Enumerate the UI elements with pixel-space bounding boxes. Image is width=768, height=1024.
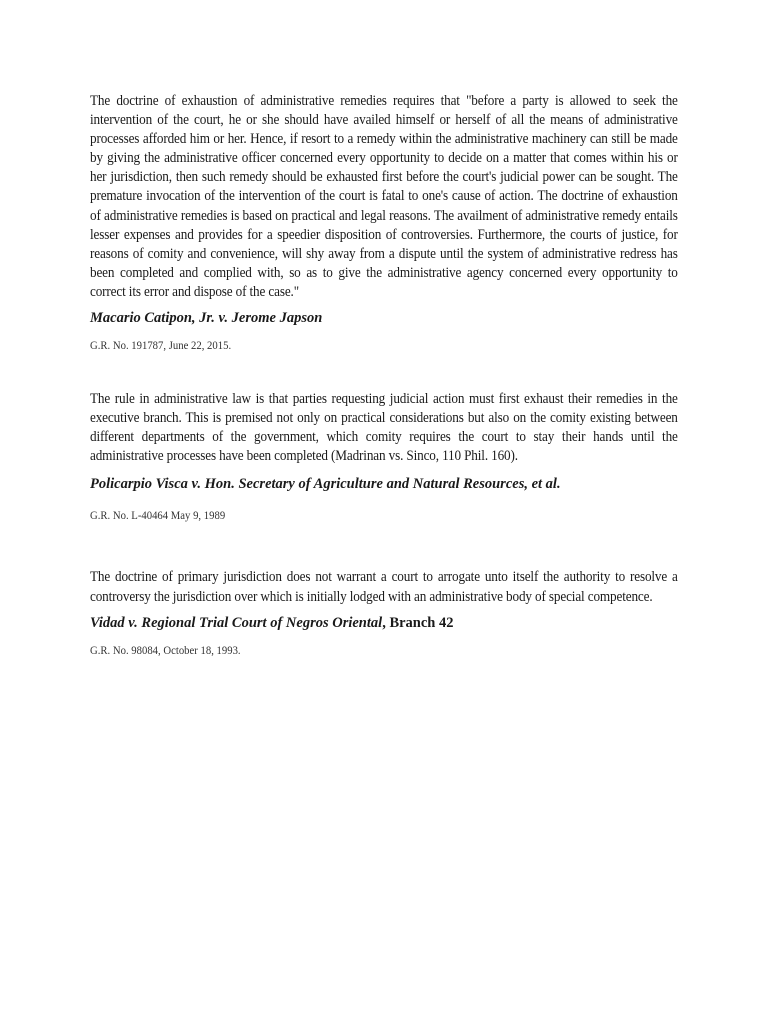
citation-vidad: G.R. No. 98084, October 18, 1993. [90, 644, 241, 657]
case-title-vidad-branch: , Branch 42 [382, 614, 454, 631]
document-page [90, 92, 678, 658]
paragraph-administrative-law-rule: The rule in administrative law is that parties requesting judicial action must first exhaust their remedies in the executive branch. This is premised not only on practical considerations but also on the comity existing between different departments of the government, which comity requires the court to stay their hands until the administrative processes have been completed (Madrinan vs. Sinco, 110 Phil. 160). [90, 391, 678, 465]
case-title-catipon: Macario Catipon, Jr. v. Jerome Japson [90, 310, 323, 327]
citation-catipon: G.R. No. 191787, June 22, 2015. [90, 340, 232, 353]
case-title-vidad-italic: Vidad v. Regional Trial Court of Negros Oriental [90, 614, 383, 631]
case-title-vidad [90, 614, 678, 632]
citation-visca: G.R. No. L-40464 May 9, 1989 [90, 510, 226, 523]
paragraph-exhaustion-doctrine: The doctrine of exhaustion of administrative remedies requires that "before a party is allowed to seek the intervention of the court, he or she should have availed himself or herself of all the means of administrative processes afforded him or her. Hence, if resort to a remedy within the administrative machinery can still be made by giving the administrative officer concerned every opportunity to decide on a matter that comes within his or her jurisdiction, then such remedy should be exhausted first before the court's judicial power can be sought. The premature invocation of the intervention of the court is fatal to one's cause of action. The doctrine of exhaustion of administrative remedies is based on practical and legal reasons. The availment of administrative remedy entails lesser expenses and provides for a speedier disposition of controversies. Furthermore, the courts of justice, for reasons of comity and convenience, will shy away from a dispute until the system of administrative redress has been completed and complied with, so as to give the administrative agency concerned every opportunity to correct its error and dispose of the case." [90, 93, 678, 300]
paragraph-primary-jurisdiction: The doctrine of primary jurisdiction does not warrant a court to arrogate unto itself the authority to resolve a controversy the jurisdiction over which is initially lodged with an administrative body of special competence. [90, 569, 678, 605]
case-title-visca: Policarpio Visca v. Hon. Secretary of Agriculture and Natural Resources, et al. [90, 476, 561, 493]
